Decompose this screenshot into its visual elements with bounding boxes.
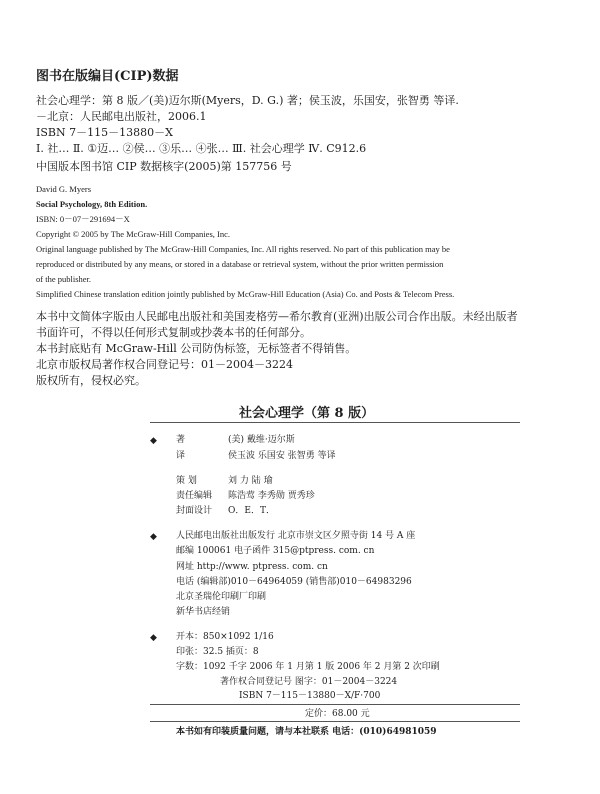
words-edition-line: 字数：1092 千字 2006 年 1 月第 1 版 2006 年 2 月第 2 次印刷 (176, 662, 440, 672)
editor-value: 陈浩莺 李秀勋 贾秀珍 (228, 491, 315, 501)
planning-label: 策 划 (176, 476, 197, 486)
diamond-bullet: ◆ (150, 633, 157, 643)
planning-value: 刘 力 陆 瑜 (228, 476, 273, 486)
author-label: 著 (176, 435, 186, 445)
phone-line: 电话 (编辑部)010－64964059 (销售部)010－64983296 (176, 577, 412, 587)
format-line: 开本：850×1092 1/16 (176, 632, 274, 642)
website-line: 网址 http://www. ptpress. com. cn (176, 562, 328, 572)
original-translation-note: Simplified Chinese translation edition jointly published by McGraw-Hill Education (Asia) Co. and Posts & Telecom Press. (36, 289, 455, 299)
editor-label: 责任编辑 (176, 491, 213, 501)
author-value: (美) 戴维·迈尔斯 (228, 435, 295, 445)
translator-label: 译 (176, 451, 186, 461)
original-author: David G. Myers (36, 184, 92, 194)
sheets-line: 印张：32.5 插页：8 (176, 647, 259, 657)
distributor-line: 新华书店经销 (176, 607, 231, 617)
colophon-bottom-rule (150, 721, 520, 722)
colophon-isbn-line: ISBN 7－115－13880－X/F·700 (239, 691, 381, 701)
notice-line-3: 本书封底贴有 McGraw-Hill 公司防伪标签，无标签者不得销售。 (36, 342, 357, 355)
original-rights-line-2: reproduced or distributed by any means, or stored in a database or retrieval system, without the prior written permission (36, 259, 444, 269)
original-isbn: ISBN: 0－07－291694－X (36, 214, 130, 224)
colophon-top-rule (150, 422, 520, 423)
printer-line: 北京圣瑞伦印刷厂印刷 (176, 592, 267, 602)
diamond-bullet: ◆ (150, 436, 157, 446)
original-book-title: Social Psychology, 8th Edition. (36, 199, 148, 209)
original-rights-line-3: of the publisher. (36, 274, 92, 284)
publisher-line: 人民邮电出版社出版发行 北京市崇文区夕照寺街 14 号 A 座 (176, 531, 416, 541)
colophon-book-title: 社会心理学（第 8 版） (239, 406, 375, 421)
translator-value: 侯玉波 乐国安 张智勇 等译 (228, 451, 336, 461)
cip-line-1: 社会心理学：第 8 版／(美)迈尔斯(Myers，D. G.) 著；侯玉波，乐国安，张智勇 等译. (36, 94, 459, 107)
cip-line-5: 中国版本图书馆 CIP 数据核字(2005)第 157756 号 (36, 160, 292, 173)
diamond-bullet: ◆ (150, 532, 157, 542)
cip-line-2: －北京：人民邮电出版社，2006.1 (36, 110, 207, 123)
service-line: 本书如有印装质量问题，请与本社联系 电话：(010)64981059 (176, 727, 437, 737)
original-rights-line-1: Original language published by The McGraw-Hill Companies, Inc. All rights reserved. No part of this publication may be (36, 244, 450, 254)
postcode-email-line: 邮编 100061 电子函件 315@ptpress. com. cn (176, 546, 375, 556)
notice-line-2: 书面许可，不得以任何形式复制或抄袭本书的任何部分。 (36, 326, 311, 339)
original-copyright: Copyright © 2005 by The McGraw-Hill Companies, Inc. (36, 229, 230, 239)
cip-line-4: Ⅰ. 社… Ⅱ. ①迈… ②侯… ③乐… ④张… Ⅲ. 社会心理学 Ⅳ. C912.6 (36, 142, 367, 155)
cip-title: 图书在版编目(CIP)数据 (36, 69, 179, 84)
notice-line-5: 版权所有，侵权必究。 (36, 374, 146, 387)
colophon-middle-rule (150, 704, 520, 705)
cover-design-value: O．E．T． (228, 506, 275, 516)
cip-line-3: ISBN 7－115－13880－X (36, 126, 173, 139)
price-line: 定价：68.00 元 (305, 709, 370, 719)
cover-design-label: 封面设计 (176, 506, 213, 516)
notice-line-1: 本书中文简体字版由人民邮电出版社和美国麦格劳—希尔教育(亚洲)出版公司合作出版。未经出版者 (36, 310, 518, 323)
notice-line-4: 北京市版权局著作权合同登记号：01－2004－3224 (36, 358, 293, 371)
contract-line: 著作权合同登记号 图字：01－2004－3224 (220, 677, 398, 687)
